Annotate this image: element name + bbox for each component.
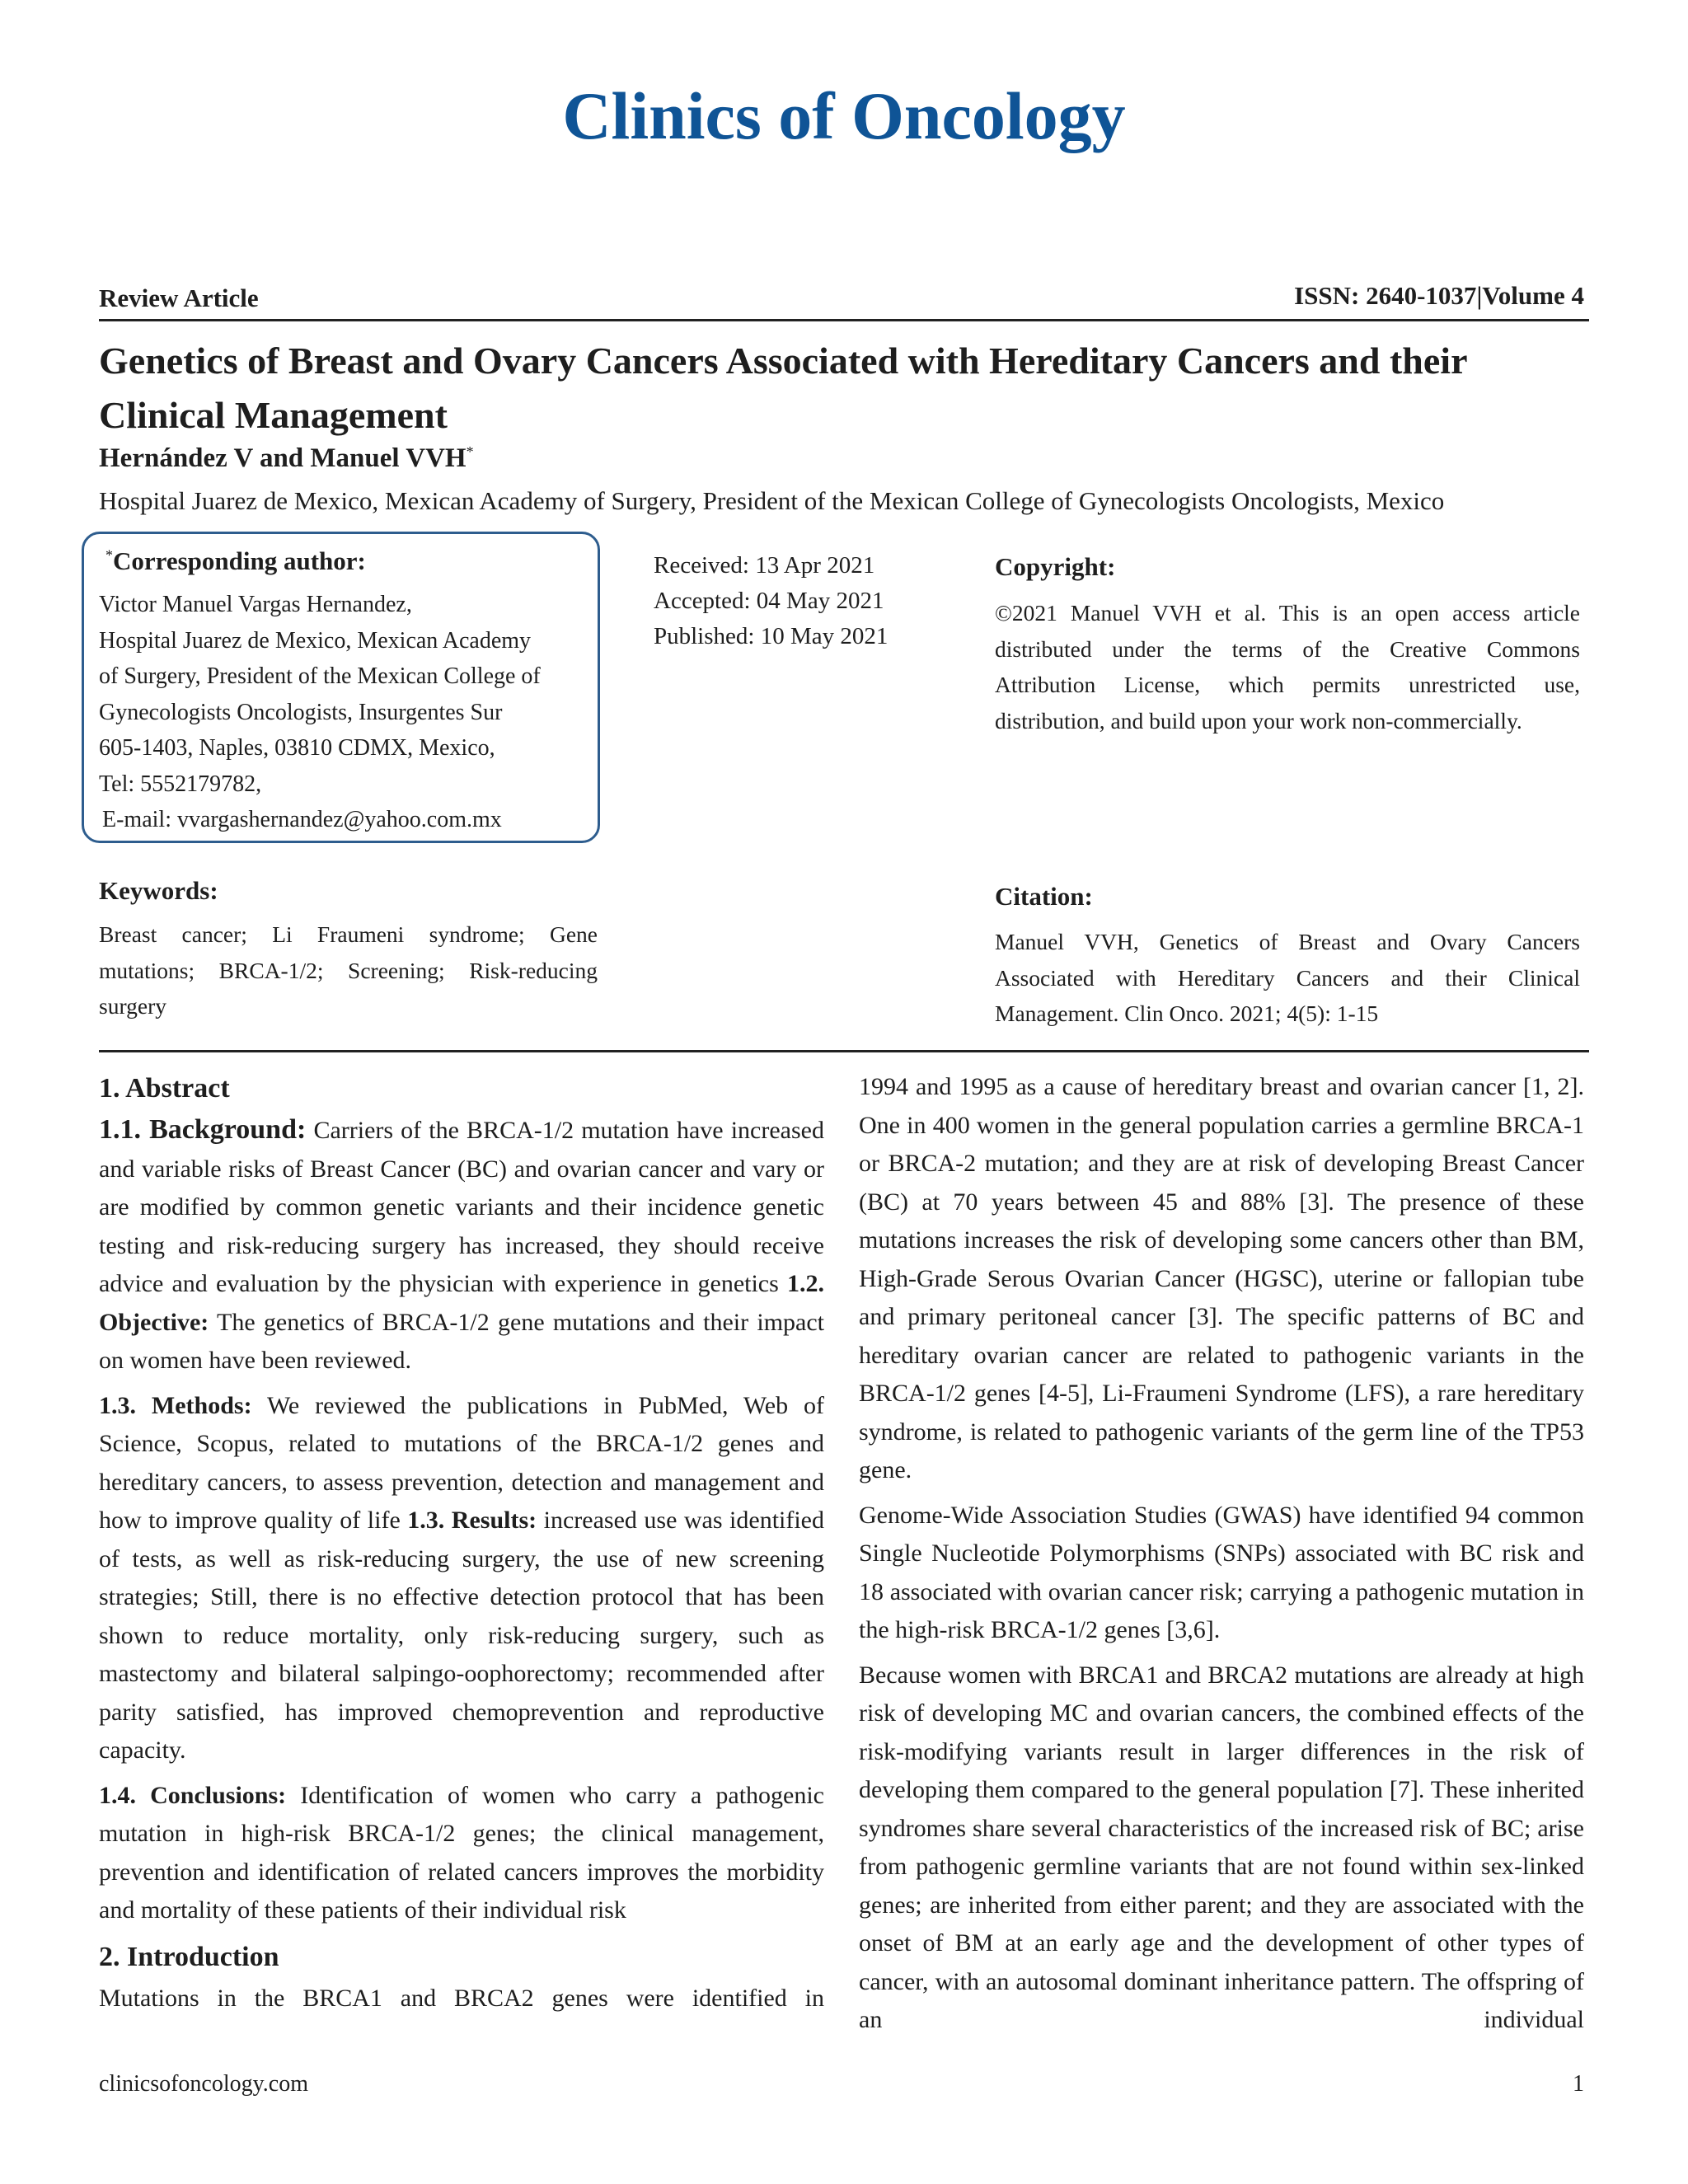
volume: Volume 4 (1482, 281, 1584, 310)
corr-line: Tel: 5552179782, (99, 771, 262, 797)
author-mark: * (466, 443, 474, 460)
accepted-date (654, 583, 888, 619)
corr-line: Gynecologists Oncologists, Insurgentes Sur (99, 699, 503, 725)
corresponding-author-title (106, 546, 366, 576)
results-text: increased use was identified of tests, as well as risk-reducing surgery, the use of new screening strategies; Still, there is no effective detection protocol that has been shown to reduce mortality, only risk-reducing surgery, such as mastectomy and bilateral salpingo-oophorectomy; recommended after parity satisfied, has improved chemoprevention and reproductive capacity. (99, 1507, 824, 1764)
published-label: Published: (654, 623, 755, 649)
citation-title: Citation: (995, 882, 1093, 911)
introduction-heading: 2. Introduction (99, 1941, 279, 1972)
received-date (654, 548, 888, 583)
introduction-p2: Genome-Wide Association Studies (GWAS) have identified 94 common Single Nucleotide Polymorphisms (SNPs) associated with BC risk and 18 associated with ovarian cancer risk; carrying a pathogenic mutation in the high-risk BRCA-1/2 genes [3,6]. (859, 1501, 1584, 1643)
objective-text: The genetics of BRCA-1/2 gene mutations and their impact on women have been reviewed. (99, 1308, 824, 1374)
citation-text: Manuel VVH, Genetics of Breast and Ovary Cancers Associated with Hereditary Cancers and their Clinical Management. Clin Onco. 2021; 4(5): 1-15 (995, 929, 1580, 1026)
author-names: Hernández V and Manuel VVH (99, 443, 467, 473)
corr-line: Hospital Juarez de Mexico, Mexican Academy (99, 627, 532, 654)
header-divider (99, 319, 1589, 321)
corr-email: E-mail: vvargashernandez@yahoo.com.mx (102, 807, 502, 832)
corresponding-author-details (99, 587, 593, 838)
issn: ISSN: 2640-1037 (1294, 281, 1477, 310)
corr-line: Victor Manuel Vargas Hernandez, (99, 592, 412, 617)
abstract-methods (99, 1387, 824, 1770)
introduction-p1-continued: 1994 and 1995 as a cause of hereditary breast and ovarian cancer [1, 2]. One in 400 women in the general population carries a germline BRCA-1 or BRCA-2 mutation; and they are at risk of developing Breast Cancer (BC) at 70 years between 45 and 88% [3]. The presence of these mutations increases the risk of developing some cancers other than BM, High-Grade Serous Ovarian Cancer (HGSC), uterine or fallopian tube and primary peritoneal cancer [3]. The specific patterns of BC and hereditary ovarian cancer are related to pathogenic variants in the BRCA-1/2 genes [4-5], Li-Fraumeni Syndrome (LFS), a rare hereditary syndrome, is related to pathogenic variants of the germ line of the TP53 gene. (859, 1073, 1584, 1483)
authors (99, 443, 474, 474)
footer-url[interactable]: clinicsofoncology.com (99, 2071, 309, 2097)
accepted-label: Accepted: (654, 588, 751, 614)
received-value: 13 Apr 2021 (755, 552, 875, 579)
affiliation: Hospital Juarez de Mexico, Mexican Academy of Surgery, President of the Mexican College of Gynecologists Oncologists, Mexico (99, 486, 1445, 515)
article-type: Review Article (99, 284, 259, 312)
page-number: 1 (1573, 2071, 1584, 2097)
copyright-text: ©2021 Manuel VVH et al. This is an open access article distributed under the terms of the Creative Commons Attribution License, which permits unrestricted use, distribution, and build upon your work non-commercially. (995, 600, 1580, 733)
conclusions-text: Identification of women who carry a pathogenic mutation in high-risk BRCA-1/2 genes; the clinical management, prevention and identification of related cancers improves the morbidity and mortality of these patients of their individual risk (99, 1781, 824, 1924)
abstract-conclusions (99, 1777, 824, 1930)
separator: | (1476, 281, 1483, 310)
corresponding-mark: * (106, 546, 113, 564)
abstract-heading: 1. Abstract (99, 1073, 230, 1104)
corr-line: 605-1403, Naples, 03810 CDMX, Mexico, (99, 735, 495, 761)
objective-label: 1.2. Objective: (99, 1270, 824, 1336)
received-label: Received: (654, 552, 749, 579)
introduction-p1-start: Mutations in the BRCA1 and BRCA2 genes were identified in (99, 1984, 824, 2012)
issn-volume (1294, 281, 1584, 311)
left-column (99, 1068, 824, 2024)
results-label: 1.3. Results: (407, 1507, 537, 1534)
keywords-title: Keywords: (99, 876, 218, 905)
published-value: 10 May 2021 (760, 623, 889, 649)
section-divider (99, 1050, 1589, 1052)
published-date (654, 619, 888, 654)
journal-title: Clinics of Oncology (562, 78, 1126, 153)
right-column (859, 1068, 1584, 2046)
article-title: Genetics of Breast and Ovary Cancers Associated with Hereditary Cancers and their Clinical Management (99, 340, 1467, 436)
accepted-value: 04 May 2021 (756, 588, 884, 614)
introduction-p3: Because women with BRCA1 and BRCA2 mutations are already at high risk of developing MC and ovarian cancers, the combined effects of the risk-modifying variants result in larger differences in the risk of developing them compared to the general population [7]. These inherited syndromes share several characteristics of the increased risk of BC; arise from pathogenic germline variants that are not found within sex-linked genes; are inherited from either parent; and they are associated with the onset of BM at an early age and the development of other types of cancer, with an autosomal dominant inheritance pattern. The offspring of an individual (859, 1661, 1584, 2033)
copyright-title: Copyright: (995, 552, 1116, 581)
abstract-background (99, 1111, 824, 1380)
article-dates (654, 548, 888, 654)
background-text: Carriers of the BRCA-1/2 mutation have increased and variable risks of Breast Cancer (BC) and ovarian cancer and vary or are modified by common genetic variants and their incidence genetic testing and risk-reducing surgery has increased, they should receive advice and evaluation by the physician with experience in genetics (99, 1117, 824, 1297)
background-label: 1.1. Background: (99, 1114, 307, 1145)
methods-label: 1.3. Methods: (99, 1391, 252, 1419)
corr-line: of Surgery, President of the Mexican College of (99, 663, 541, 689)
methods-text: We reviewed the publications in PubMed, Web of Science, Scopus, related to mutations of the BRCA-1/2 genes and hereditary cancers, to assess prevention, detection and management and how to improve quality of life (99, 1391, 825, 1534)
conclusions-label: 1.4. Conclusions: (99, 1781, 287, 1809)
corresponding-title-text: Corresponding author: (113, 546, 366, 575)
keywords-text: Breast cancer; Li Fraumeni syndrome; Gene mutations; BRCA-1/2; Screening; Risk-reducing surgery (99, 921, 598, 1019)
